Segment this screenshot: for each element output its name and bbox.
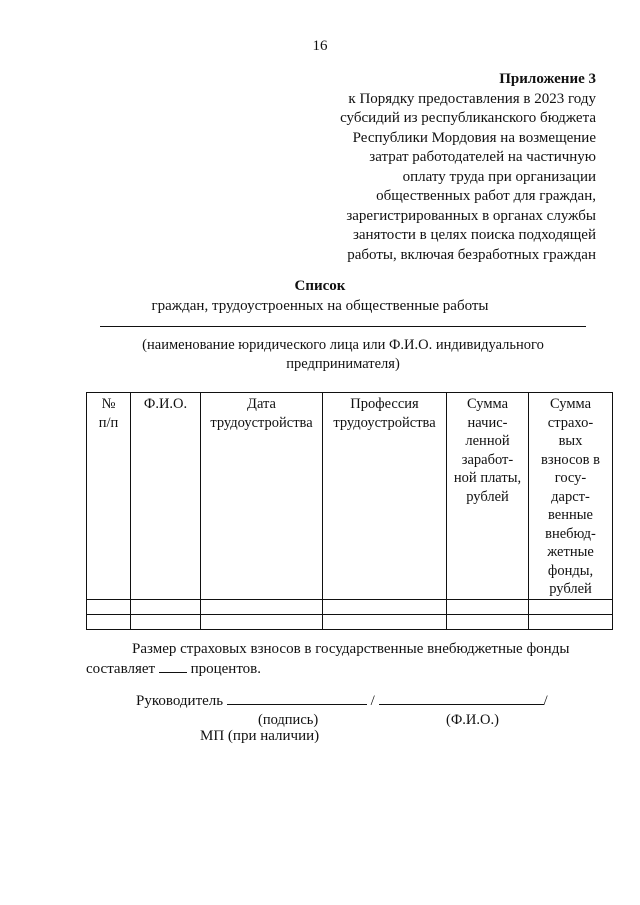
signature-field[interactable]: [227, 690, 367, 705]
table-header-row: [87, 393, 613, 600]
paragraph-line: Размер страховых взносов в государственные внебюджетные фонды: [132, 641, 570, 657]
appendix-line: субсидий из республиканского бюджета: [340, 110, 596, 126]
title-sub: граждан, трудоустроенных на общественные работы: [151, 298, 489, 314]
table-cell[interactable]: [87, 599, 131, 614]
fio-field[interactable]: [379, 690, 544, 705]
table-cell[interactable]: [447, 614, 529, 629]
table-cell[interactable]: [529, 599, 613, 614]
header-insurance-sum: Сумма страхо- вых взносов в госу- дарст- венные внебюд- жетные фонды, рублей: [529, 393, 613, 600]
table-cell[interactable]: [529, 614, 613, 629]
organization-hint-line: предпринимателя): [286, 356, 400, 372]
signature-label: Руководитель: [136, 693, 224, 709]
table-cell[interactable]: [447, 599, 529, 614]
title-main: Список: [294, 278, 346, 294]
document-title: [0, 276, 640, 316]
header-salary-sum: Сумма начис- ленной заработ- ной платы, рублей: [447, 393, 529, 600]
paragraph-line: [86, 660, 612, 680]
table-cell[interactable]: [323, 599, 447, 614]
header-employment-date: Дата трудоустройства: [201, 393, 323, 600]
appendix-line: затрат работодателей на частичную: [369, 149, 596, 165]
header-profession: Профессия трудоустройства: [323, 393, 447, 600]
signature-caption: (подпись): [258, 712, 319, 728]
citizens-table: [86, 392, 613, 630]
organization-hint: [100, 336, 586, 374]
appendix-line: общественных работ для граждан,: [376, 188, 596, 204]
appendix-block: [296, 70, 596, 265]
appendix-line: Республики Мордовия на возмещение: [352, 129, 596, 146]
organization-name-line: [100, 326, 586, 327]
signature-row: [136, 690, 548, 710]
paragraph-suffix: процентов.: [190, 660, 262, 677]
insurance-rate-paragraph: [86, 640, 612, 679]
appendix-title: Приложение 3: [499, 71, 596, 87]
paragraph-prefix: составляет: [86, 660, 156, 677]
table-row: [87, 614, 613, 629]
fio-caption: (Ф.И.О.): [446, 712, 499, 728]
stamp-note: МП (при наличии): [200, 728, 320, 744]
percent-blank-field[interactable]: [159, 660, 187, 673]
table-cell[interactable]: [131, 614, 201, 629]
table-cell[interactable]: [323, 614, 447, 629]
table-cell[interactable]: [201, 614, 323, 629]
appendix-line: занятости в целях поиска подходящей: [352, 227, 596, 243]
table-row: [87, 599, 613, 614]
appendix-line: зарегистрированных в органах службы: [346, 207, 596, 224]
table-cell[interactable]: [131, 599, 201, 614]
table-cell[interactable]: [87, 614, 131, 629]
signature-separator: /: [370, 693, 375, 709]
organization-hint-line: (наименование юридического лица или Ф.И.О. индивидуального: [142, 337, 544, 353]
page-number: 16: [312, 38, 328, 54]
header-number: № п/п: [87, 393, 131, 600]
appendix-line: оплату труда при организации: [402, 168, 596, 185]
signature-end: /: [543, 693, 548, 709]
appendix-line: работы, включая безработных граждан: [347, 246, 596, 263]
header-fio: Ф.И.О.: [131, 393, 201, 600]
table-cell[interactable]: [201, 599, 323, 614]
appendix-line: к Порядку предоставления в 2023 году: [348, 90, 596, 107]
